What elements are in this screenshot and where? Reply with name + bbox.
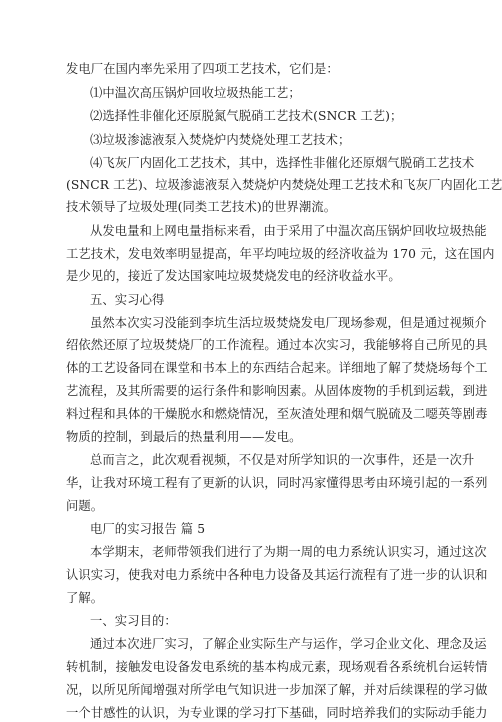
text-line: 转机制，接触发电设备发电系统的基本构成元素，现场观看各系统机台运转情: [66, 660, 488, 674]
text-line: 况，以所见所闻增强对所学电气知识进一步加深了解，并对后续课程的学习做: [66, 683, 488, 697]
paragraph-first-line: 总而言之，此次观看视频，不仅是对所学知识的一次事件，还是一次升: [90, 453, 475, 467]
list-item: ⑴中温次高压锅炉回收垃圾热能工艺；: [90, 86, 301, 100]
text-line: 一个甘感性的认识，为专业课的学习打下基础，同时培养我们的实际动手能力: [66, 706, 488, 720]
paragraph-first-line: 通过本次进厂实习，了解企业实际生产与运作，学习企业文化、理念及运: [90, 637, 487, 651]
text-line: 工艺技术，发电效率明显提高，年平均吨垃圾的经济收益为 170 元，这在国内: [66, 247, 495, 261]
text-line: 料过程和具体的干燥脱水和燃烧情况，至灰渣处理和烟气脱硫及二噁英等剧毒: [66, 407, 488, 421]
list-item: ⑵选择性非催化还原脱氮气脱硝工艺技术(SNCR 工艺)；: [90, 109, 403, 123]
text-line: 艺流程，及其所需要的运行条件和影响因素。从固体废物的手机到运载，到进: [66, 384, 488, 398]
section-heading: 一、实习目的：: [90, 614, 177, 628]
text-line: 物质的控制，到最后的热量利用——发电。: [66, 430, 302, 444]
paragraph-first-line: 虽然本次实习没能到李坑生活垃圾焚烧发电厂现场参观，但是通过视频介: [90, 316, 487, 330]
paragraph-first-line: 从发电量和上网电量指标来看，由于采用了中温次高压锅炉回收垃圾热能: [90, 224, 487, 238]
text-line: 华，让我对环境工程有了更新的认识，同时冯家懂得思考由环境引起的一系列: [66, 476, 488, 490]
text-line: 认识实习，使我对电力系统中各种电力设备及其运行流程有了进一步的认识和: [66, 568, 488, 582]
text-line: 问题。: [66, 499, 104, 513]
text-line: 了解。: [66, 591, 104, 605]
section-heading: 电厂的实习报告 篇 5: [90, 522, 206, 536]
text-line: 体的工艺设备同在课堂和书本上的东西结合起来。详细地了解了焚烧场每个工: [66, 361, 488, 375]
section-heading: 五、实习心得: [90, 293, 165, 307]
list-item: ⑶垃圾渗滤液泵入焚烧炉内焚烧处理工艺技术；: [90, 133, 351, 147]
text-line: 是少见的，接近了发达国家吨垃圾焚烧发电的经济收益水平。: [66, 269, 401, 283]
text-line: (SNCR 工艺)、垃圾渗滤液泵入焚烧炉内焚烧处理工艺技术和飞灰厂内固化工艺: [66, 178, 502, 192]
list-item: ⑷飞灰厂内固化工艺技术，其中，选择性非催化还原烟气脱硝工艺技术: [90, 156, 475, 170]
text-line: 发电厂在国内率先采用了四项工艺技术，它们是：: [66, 62, 339, 76]
text-line: 绍依然还原了垃圾焚烧厂的工作流程。通过本次实习，我能够将自己所见的具: [66, 338, 488, 352]
text-line: 技术领导了垃圾处理(同类工艺技术)的世界潮流。: [66, 200, 337, 214]
paragraph-first-line: 本学期末，老师带领我们进行了为期一周的电力系统认识实习，通过这次: [90, 545, 487, 559]
